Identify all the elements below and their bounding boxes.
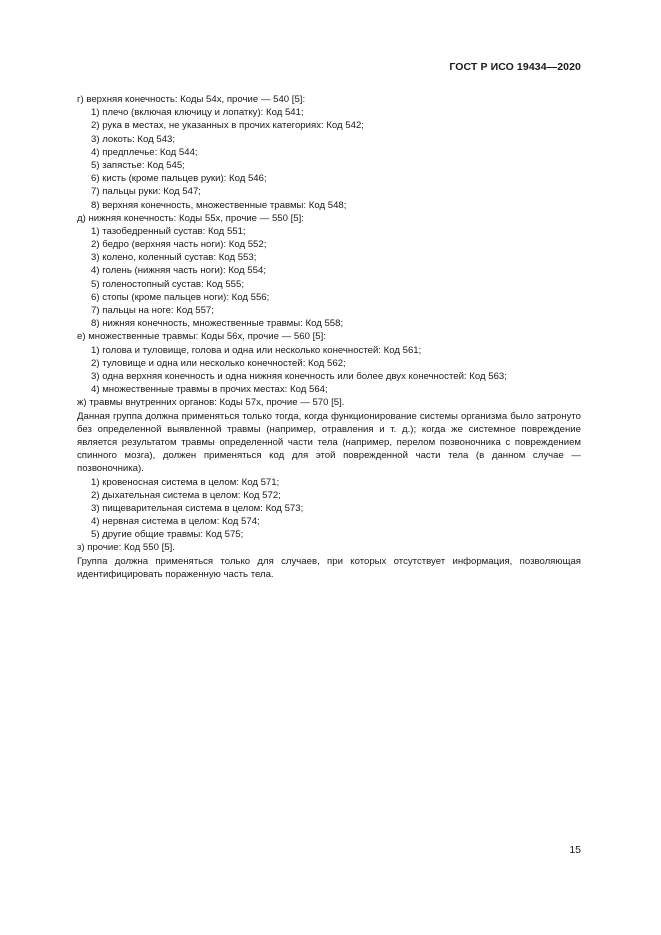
list-item: 8) нижняя конечность, множественные травмы: Код 558; [91,318,344,330]
list-item: 5) другие общие травмы: Код 575; [91,529,244,541]
list-item: 5) запястье: Код 545; [91,159,185,171]
paragraph: Группа должна применяться только для случаев, при которых отсутствует информация, позволяющая идентифицировать пораженную часть тела. [77,555,581,580]
list-item: 4) предплечье: Код 544; [91,146,198,158]
list-item: 1) кровеносная система в целом: Код 571; [91,476,280,488]
list-item: 7) пальцы на ноге: Код 557; [91,305,214,316]
list-item: 3) колено, коленный сустав: Код 553; [91,252,257,264]
list-item: 7) пальцы руки: Код 547; [91,186,201,198]
list-item: 4) голень (нижняя часть ноги): Код 554; [91,265,266,277]
list-item: 2) дыхательная система в целом: Код 572; [91,489,281,501]
section-heading: з) прочие: Код 550 [5]. [77,542,175,554]
page-header-title: ГОСТ Р ИСО 19434—2020 [449,61,581,73]
list-item: 1) плечо (включая ключицу и лопатку): Код 541; [91,107,304,119]
list-item: 1) голова и туловище, голова и одна или несколько конечностей: Код 561; [91,344,422,356]
paragraph: Данная группа должна применяться только тогда, когда функционирование системы организма было затронуто без определенной выявленной травмы (например, отравления и т. д.); когда же системное повреждение является результатом травмы определенной части тела (например, перелом позвоночника с повреждением спинного мозга), должен применяться код для этой поврежденной части тела (в данном случае — позвоночника). [77,410,581,475]
list-item: 4) нервная система в целом: Код 574; [91,516,260,528]
section-heading: г) верхняя конечность: Коды 54х, прочие — 540 [5]: [77,94,306,105]
page-number: 15 [569,844,581,856]
list-item: 6) стопы (кроме пальцев ноги): Код 556; [91,291,270,303]
section-heading: е) множественные травмы: Коды 56х, прочие — 560 [5]: [77,331,326,343]
list-item: 3) локоть: Код 543; [91,133,176,145]
list-item: 2) туловище и одна или несколько конечностей: Код 562; [91,357,346,369]
list-item: 4) множественные травмы в прочих местах: Код 564; [91,384,328,396]
list-item: 2) рука в местах, не указанных в прочих категориях: Код 542; [91,120,364,132]
section-heading: ж) травмы внутренних органов: Коды 57х, прочие — 570 [5]. [77,397,345,409]
list-item: 3) одна верхняя конечность и одна нижняя конечность или более двух конечностей: Код 563; [91,370,507,382]
document-body [77,93,581,581]
list-item: 8) верхняя конечность, множественные травмы: Код 548; [91,199,347,211]
section-heading: д) нижняя конечность: Коды 55х, прочие — 550 [5]: [77,212,304,224]
list-item: 1) тазобедренный сустав: Код 551; [91,225,246,237]
list-item: 6) кисть (кроме пальцев руки): Код 546; [91,173,267,185]
list-item: 3) пищеварительная система в целом: Код 573; [91,502,304,514]
list-item: 5) голеностопный сустав: Код 555; [91,278,244,290]
list-item: 2) бедро (верхняя часть ноги): Код 552; [91,239,267,251]
